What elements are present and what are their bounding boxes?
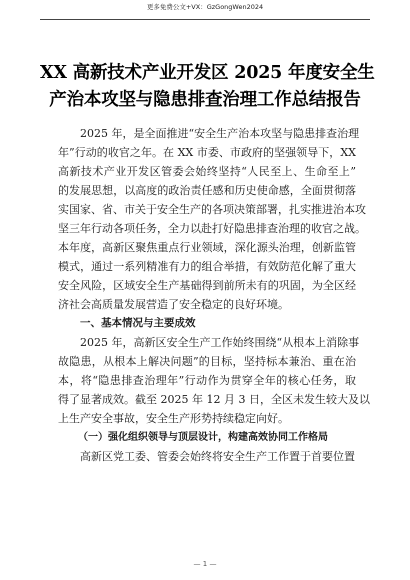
- body-line: 本年度，高新区聚焦重点行业领域，深化源头治理，创新监管: [58, 241, 356, 254]
- document-title: [40, 60, 375, 114]
- subsection-heading: （一）强化组织领导与顶层设计，构建高效协同工作格局: [78, 432, 328, 443]
- body-line: 安全风险，区域安全生产基础得到前所未有的巩固，为全区经: [58, 279, 356, 292]
- header-divider: [40, 19, 370, 20]
- paragraph-first-line: 2025 年，高新区安全生产工作始终围绕“从根本上消除事: [80, 336, 360, 349]
- body-line: 实国家、省、市关于安全生产的各项决策部署，扎实推进治本攻: [58, 203, 366, 216]
- paragraph-first-line: 高新区党工委、管委会始终将安全生产工作置于首要位置: [80, 450, 355, 463]
- header-watermark-text: 更多免费公文+VX：GzGongWen2024: [146, 3, 264, 11]
- body-line: 的发展思想，以高度的政治责任感和历史使命感，全面贯彻落: [58, 184, 356, 197]
- body-line: 故隐患，从根本上解决问题”的目标，坚持标本兼治、重在治: [58, 355, 356, 368]
- body-line: 年”行动的收官之年。在 XX 市委、市政府的坚强领导下，XX: [58, 146, 356, 159]
- body-line: 坚三年行动各项任务，全力以赴打好隐患排查治理的收官之战。: [58, 222, 366, 235]
- body-line: 济社会高质量发展营造了安全稳定的良好环境。: [58, 298, 289, 311]
- section-heading: 一、基本情况与主要成效: [80, 317, 196, 329]
- body-line: 高新技术产业开发区管委会始终坚持“人民至上、生命至上”: [58, 165, 356, 178]
- title-line-1: XX 高新技术产业开发区 2025 年度安全生: [40, 63, 375, 83]
- paragraph-first-line: 2025 年，是全面推进“安全生产治本攻坚与隐患排查治理: [80, 127, 360, 140]
- title-line-2: 产治本攻坚与隐患排查治理工作总结报告: [49, 90, 361, 110]
- body-line: 上生产安全事故，安全生产形势持续稳定向好。: [58, 412, 289, 425]
- page-number: — 1 —: [193, 560, 217, 568]
- document-body: [58, 124, 370, 466]
- body-line: 本，将“隐患排查治理年”行动作为贯穿全年的核心任务，取: [58, 374, 356, 387]
- body-line: 得了显著成效。截至 2025 年 12 月 3 日，全区未发生较大及以: [58, 393, 370, 406]
- body-line: 模式，通过一系列精准有力的组合举措，有效防范化解了重大: [58, 260, 356, 273]
